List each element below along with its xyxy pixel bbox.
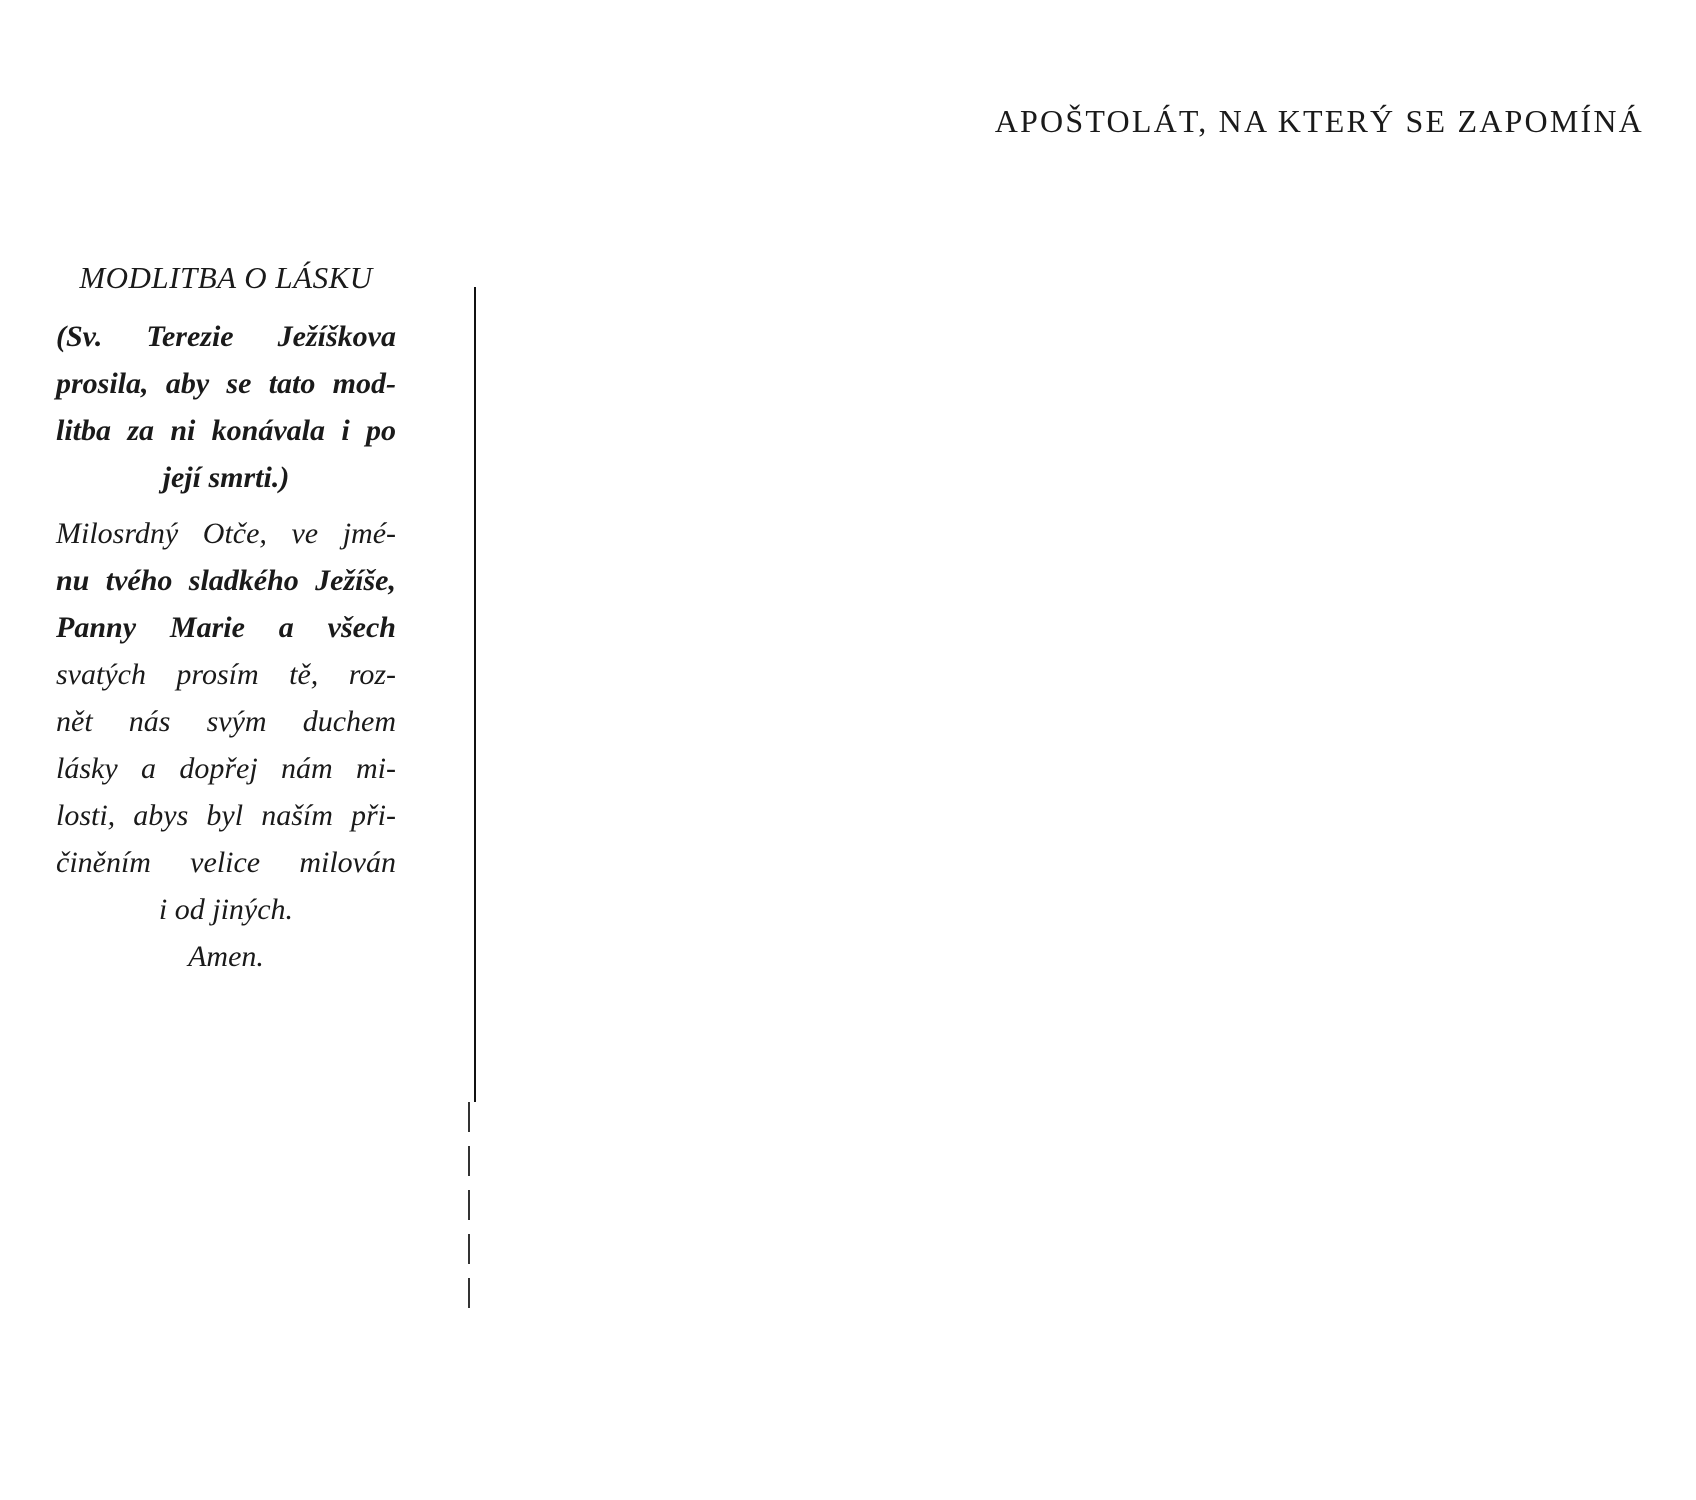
prayer-line: svatých prosím tě, roz- xyxy=(56,658,396,691)
prayer-amen: Amen. xyxy=(188,940,264,973)
prayer-line: Milosrdný Otče, ve jmé- xyxy=(56,517,396,550)
note-line: její smrti.) xyxy=(162,461,290,494)
note-line: litba za ni konávala i po xyxy=(56,414,396,447)
prayer-column xyxy=(56,254,396,989)
note-line: (Sv. Terezie Ježíškova xyxy=(56,320,396,353)
prayer-line: nět nás svým duchem xyxy=(56,705,396,738)
prayer-line: lásky a dopřej nám mi- xyxy=(56,752,396,785)
prayer-line: Panny Marie a všech xyxy=(56,611,396,644)
prayer-note xyxy=(56,313,396,501)
prayer-line: i od jiných. xyxy=(158,893,294,926)
running-head: APOŠTOLÁT, NA KTERÝ SE ZAPOMÍNÁ xyxy=(994,103,1644,139)
note-line: prosila, aby se tato mod- xyxy=(56,367,396,400)
prayer-line: losti, abys byl naším při- xyxy=(56,799,396,832)
prayer-body xyxy=(56,510,396,980)
prayer-line: nu tvého sladkého Ježíše, xyxy=(56,564,396,597)
vertical-rule xyxy=(474,287,476,1102)
prayer-title: MODLITBA O LÁSKU xyxy=(79,260,373,295)
vertical-rule-broken xyxy=(468,1102,470,1310)
prayer-line: činěním velice milován xyxy=(56,846,396,879)
